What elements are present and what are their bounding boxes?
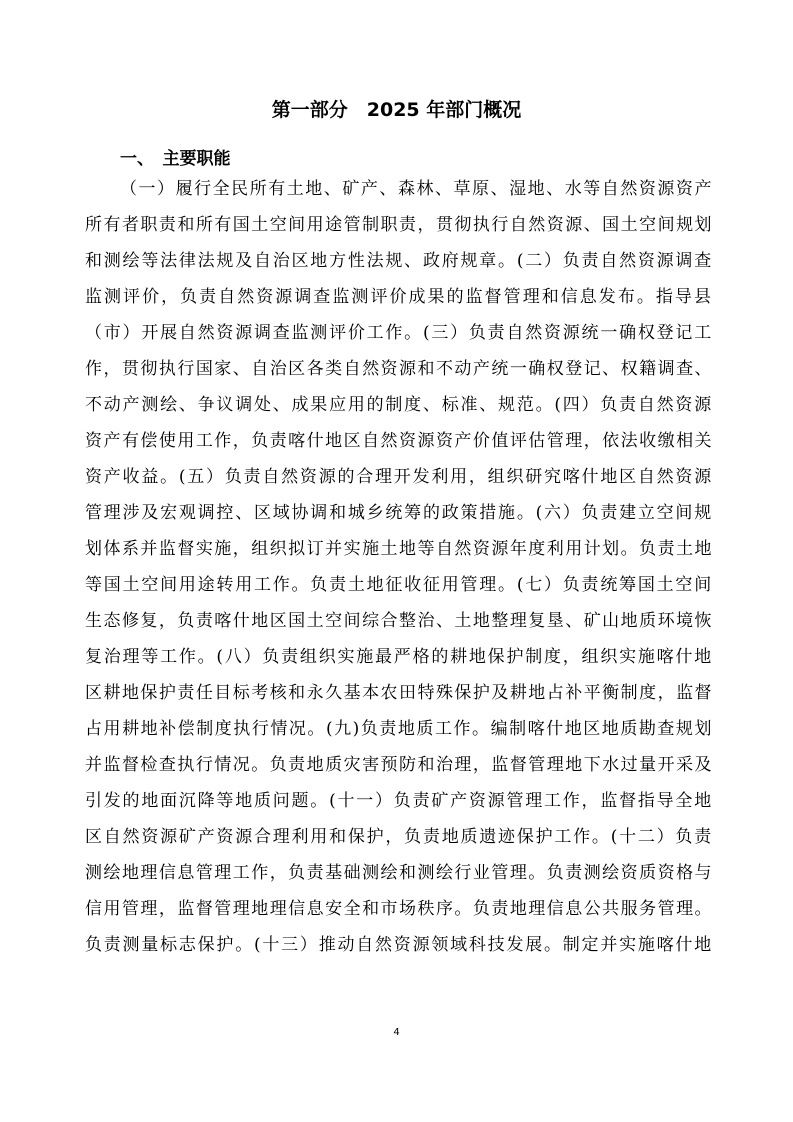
body-line: 所有者职责和所有国土空间用途管制职责，贯彻执行自然资源、国土空间规划 <box>85 215 714 235</box>
section-heading: 一、 主要职能 <box>120 149 231 169</box>
page-number: 4 <box>393 1027 400 1038</box>
body-line: 引发的地面沉降等地质问题。(十一）负责矿产资源管理工作，监督指导全地 <box>85 791 713 811</box>
page-title: 第一部分 2025 年部门概况 <box>271 99 522 121</box>
body-line: 区耕地保护责任目标考核和永久基本农田特殊保护及耕地占补平衡制度，监督 <box>85 683 714 703</box>
body-line: （一）履行全民所有土地、矿产、森林、草原、湿地、水等自然资源资产 <box>120 179 713 199</box>
body-line: 不动产测绘、争议调处、成果应用的制度、标准、规范。(四）负责自然资源 <box>85 395 713 415</box>
body-line: 作，贯彻执行国家、自治区各类自然资源和不动产统一确权登记、权籍调查、 <box>85 359 714 379</box>
body-line: 划体系并监督实施，组织拟订并实施土地等自然资源年度利用计划。负责土地 <box>85 539 714 559</box>
body-line: 信用管理，监督管理地理信息安全和市场秩序。负责地理信息公共服务管理。 <box>85 899 714 919</box>
body-line: 占用耕地补偿制度执行情况。(九)负责地质工作。编制喀什地区地质勘查规划 <box>85 719 713 739</box>
body-line: 生态修复，负责喀什地区国土空间综合整治、土地整理复垦、矿山地质环境恢 <box>85 611 714 631</box>
body-line: 资产有偿使用工作，负责喀什地区自然资源资产价值评估管理，依法收缴相关 <box>85 431 714 451</box>
body-line: 和测绘等法律法规及自治区地方性法规、政府规章。(二）负责自然资源调查 <box>85 251 713 271</box>
body-line: 监测评价，负责自然资源调查监测评价成果的监督管理和信息发布。指导县 <box>85 287 713 307</box>
body-line: 测绘地理信息管理工作，负责基础测绘和测绘行业管理。负责测绘资质资格与 <box>85 863 714 883</box>
body-line: 负责测量标志保护。(十三）推动自然资源领域科技发展。制定并实施喀什地 <box>85 935 713 955</box>
body-line: （市）开展自然资源调查监测评价工作。(三）负责自然资源统一确权登记工 <box>85 323 713 343</box>
body-line: 复治理等工作。(八）负责组织实施最严格的耕地保护制度，组织实施喀什地 <box>85 647 713 667</box>
body-line: 等国土空间用途转用工作。负责土地征收征用管理。(七）负责统筹国土空间 <box>85 575 713 595</box>
body-line: 管理涉及宏观调控、区域协调和城乡统筹的政策措施。(六）负责建立空间规 <box>85 503 713 523</box>
body-line: 资产收益。(五）负责自然资源的合理开发利用，组织研究喀什地区自然资源 <box>85 467 713 487</box>
body-line: 区自然资源矿产资源合理利用和保护，负责地质遗迹保护工作。(十二）负责 <box>85 827 713 847</box>
body-line: 并监督检查执行情况。负责地质灾害预防和治理，监督管理地下水过量开采及 <box>85 755 714 775</box>
